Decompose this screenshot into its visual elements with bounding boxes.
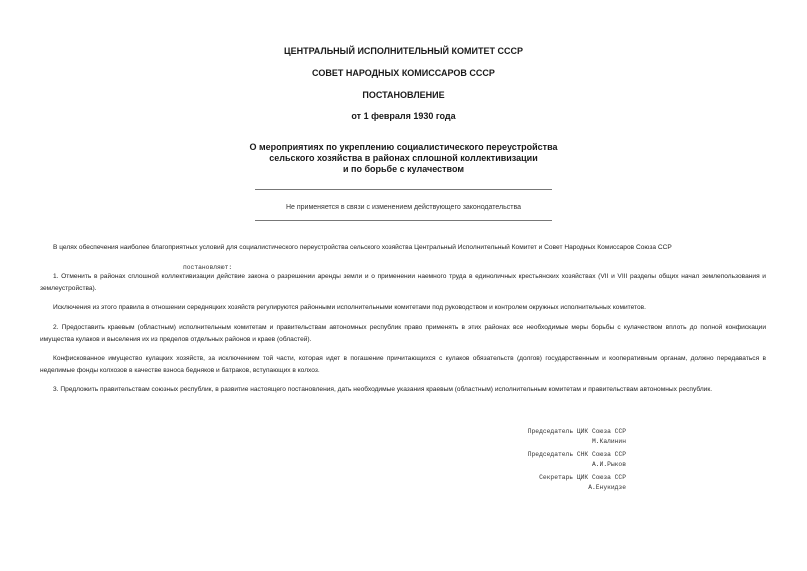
divider-top	[255, 189, 552, 190]
signature-title: Председатель ЦИК Союза ССР	[527, 428, 626, 435]
clause-2: 2. Предоставить краевым (областным) исполнительным комитетам и правительствам автономных республик право применять в этих районах все необходимые меры борьбы с кулачеством вплоть до полной конфискации имущества кулаков и выселения их из пределов отдельных районов и краев (областей).	[40, 324, 766, 343]
title-line-2: сельского хозяйства в районах сплошной коллективизации	[269, 153, 538, 163]
signature-name: М.Калинин	[591, 437, 626, 445]
document-type: ПОСТАНОВЛЕНИЕ	[362, 90, 445, 100]
preamble: В целях обеспечения наиболее благоприятных условий для социалистического переустройства сельского хозяйства Центральный Исполнительный Комитет и Совет Народных Комиссаров Союза ССР	[53, 244, 672, 251]
clause-3: 3. Предложить правительствам союзных республик, в развитие настоящего постановления, дать необходимые указания краевым (областным) исполнительным комитетам и правительствам автономных республик.	[53, 386, 713, 393]
signature-name: А.И.Рыков	[591, 460, 626, 468]
status-note: Не применяется в связи с изменением действующего законодательства	[285, 204, 522, 211]
document-date: от 1 февраля 1930 года	[351, 111, 456, 121]
clause-1: 1. Отменить в районах сплошной коллективизации действие закона о разрешении аренды земли и о применении наемного труда в единоличных крестьянских хозяйствах (VII и VIII разделы общих начал землепользования и землеустройства).	[40, 273, 766, 292]
divider-bottom	[255, 220, 552, 221]
issuer-cik: ЦЕНТРАЛЬНЫЙ ИСПОЛНИТЕЛЬНЫЙ КОМИТЕТ СССР	[284, 46, 523, 56]
title-line-1: О мероприятиях по укреплению социалистического переустройства	[249, 142, 558, 152]
signature-block-cik-secretary	[440, 473, 626, 492]
signature-block-snk-chair	[440, 450, 626, 469]
clause-1-exception: Исключения из этого правила в отношении середняцких хозяйств регулируются районными исполнительными комитетами под руководством и контролем окружных исполнительных комитетов.	[53, 304, 646, 311]
signature-block-cik-chair	[440, 427, 626, 446]
decree-word: постановляют:	[183, 264, 233, 271]
signature-name: А.Енукидзе	[588, 483, 626, 491]
issuer-snk: СОВЕТ НАРОДНЫХ КОМИССАРОВ СССР	[312, 68, 495, 78]
signature-title: Секретарь ЦИК Союза ССР	[539, 474, 626, 481]
clause-2-confiscation: Конфискованное имущество кулацких хозяйств, за исключением той части, которая идет в погашение причитающихся с кулаков обязательств (долгов) государственным и кооперативным органам, должно передаваться в неделимые фонды колхозов в качестве взноса бедняков и батраков, вступающих в колхоз.	[40, 355, 766, 374]
signature-title: Председатель СНК Союза ССР	[527, 451, 626, 458]
title-line-3: и по борьбе с кулачеством	[343, 164, 464, 174]
